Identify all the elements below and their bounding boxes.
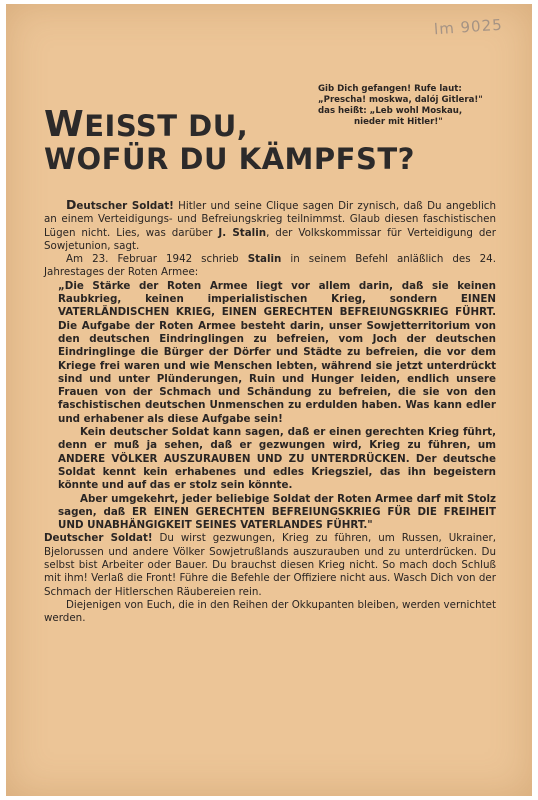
caption-line: Gib Dich gefangen! Rufe laut: (318, 84, 462, 94)
leaflet-sheet (6, 4, 532, 796)
paragraph-text: Du wirst gezwungen, Krieg zu führen, um Russen, Ukrainer, Bjelorussen und andere Völker Sowjetrußlands auszurauben und zu unterdrücken. Du selbst bist Arbeiter oder Bauer. Du brauchst diesen Krieg nicht. So mach doch Schluß mit ihm! Verlaß die Front! Führe die Befehle der Offiziere nicht aus. Wasch Dich von der Schmach der Hitlerschen Räubereien rein. (44, 532, 496, 598)
caption-line: nieder mit Hitler!" (354, 117, 443, 127)
paragraph-text: in seinem Befehl anläßlich des 24. Jahrestages der Roten Armee: (44, 253, 496, 279)
paragraph-intro (44, 198, 496, 253)
name-stalin: J. Stalin (218, 226, 267, 239)
headline-line-2: WOFÜR DU KÄMPFST? (44, 142, 415, 176)
quote-paragraph-1: „Die Stärke der Roten Armee liegt vor allem darin, daß sie keinen Raubkrieg, keinen imperialistischen Krieg, sondern EINEN VATERLÄNDISCHEN KRIEG, EINEN GERECHTEN BEFREIUNGSKRIEG FÜHRT. Die Aufgabe der Roten Armee besteht darin, unser Sowjetterritorium von den deutschen Eindringlingen zu befreien, vom Joch der deutschen Eindringlinge die Bürger der Dörfer und Städte zu befreien, die vor dem Kriege frei waren und wie Menschen lebten, während sie jetzt unterdrückt sind und unter Plünderungen, Ruin und Hunger leiden, endlich unsere Frauen von der Schmach und Schändung zu befreien, die sie von den faschistischen deutschen Unmenschen zu erdulden haben. Was kann edler und erhabener als diese Aufgabe sein! (58, 279, 496, 425)
name-stalin: Stalin (247, 253, 282, 266)
salutation: Deutscher Soldat! (44, 532, 153, 545)
headline-line-1-rest: EISST DU, (84, 109, 249, 143)
headline-line-1 (44, 104, 415, 145)
paragraph-text: , der Volkskommissar für Verteidigung der Sowjetunion, sagt. (44, 226, 496, 252)
paragraph-text: Hitler und seine Clique sagen Dir zynisch, daß Du angeblich an einem Verteidigungs- und Befreiungskrieg teilnimmst. Glaub diesen faschistischen Lügen nicht. Lies, was darüber (44, 200, 496, 239)
paragraph-text: Am 23. Februar 1942 schrieb (66, 253, 248, 266)
drop-cap: D (66, 197, 77, 212)
archive-pencil-mark: lm 9025 (433, 15, 504, 39)
leaflet-body (44, 198, 496, 626)
paragraph-appeal (44, 532, 496, 598)
salutation: eutscher Soldat! (76, 200, 174, 212)
paragraph-order (44, 253, 496, 280)
page-headline (44, 104, 415, 176)
quote-paragraph-3: Aber umgekehrt, jeder beliebige Soldat der Roten Armee darf mit Stolz sagen, daß ER EINEN GERECHTEN BEFREIUNGSKRIEG FÜR DIE FREIHEIT UND UNABHÄNGIGKEIT SEINES VATERLANDES FÜHRT." (58, 492, 496, 532)
paragraph-warning: Diejenigen von Euch, die in den Reihen der Okkupanten bleiben, werden vernichtet werden. (44, 598, 496, 625)
quote-paragraph-2: Kein deutscher Soldat kann sagen, daß er einen gerechten Krieg führt, denn er muß ja sehen, daß er gezwungen wird, Krieg zu führen, um ANDERE VÖLKER AUSZURAUBEN UND ZU UNTERDRÜCKEN. Der deutsche Soldat kennt kein erhabenes und edles Kriegsziel, das ihn begeistern könnte und auf das er stolz sein könnte. (58, 426, 496, 492)
caption-line: das heißt: „Leb wohl Moskau, (318, 106, 463, 116)
caption-line: „Prescha! moskwa, dalój Gitlera!" (318, 95, 483, 105)
headline-initial: W (44, 104, 85, 145)
